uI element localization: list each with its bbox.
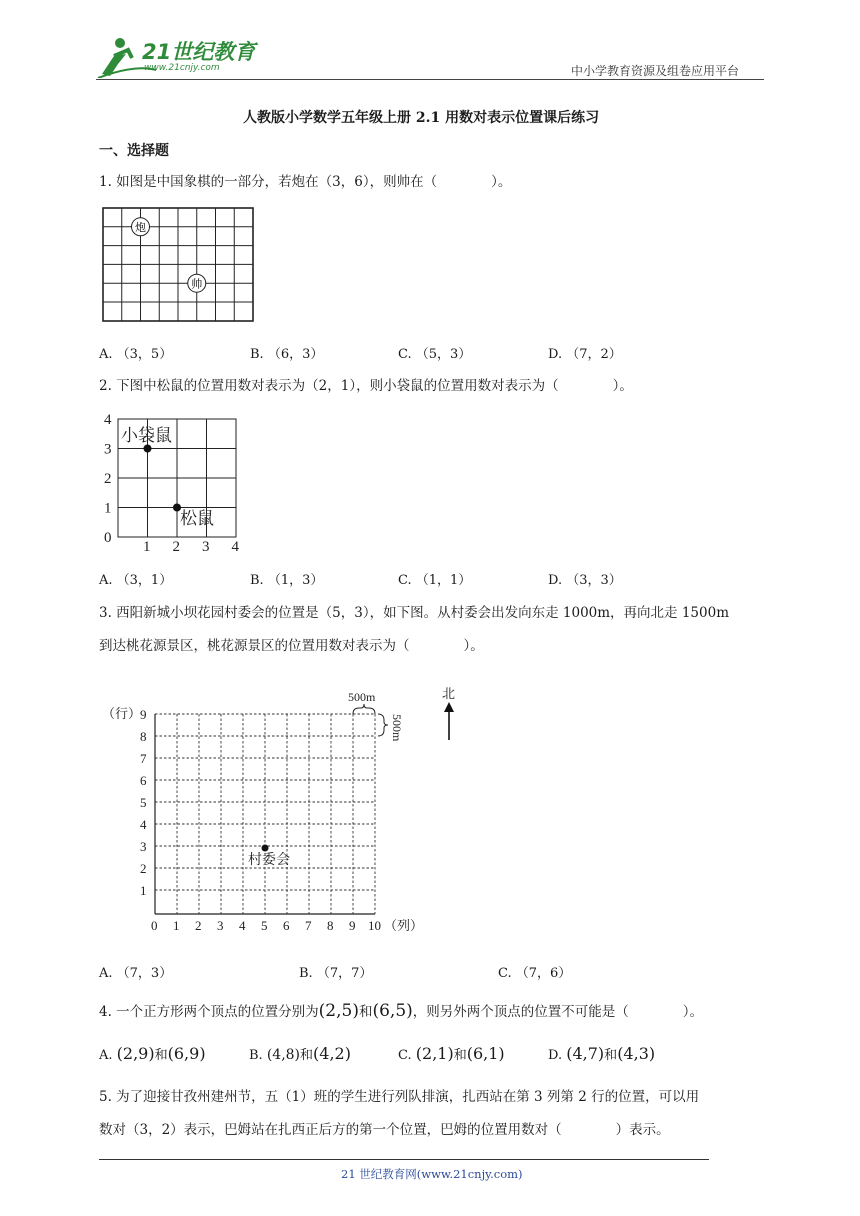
question-2-text: 2. 下图中松鼠的位置用数对表示为（2，1），则小袋鼠的位置用数对表示为（ ）。: [99, 378, 633, 394]
q2-option-d[interactable]: D. （3，3）: [548, 573, 622, 588]
q2-ytick-3: 3: [104, 441, 112, 458]
q4-option-a-p1: (2,9): [116, 1044, 155, 1063]
q3-xtick-7: 7: [305, 918, 312, 933]
q3-xtick-9: 9: [349, 918, 356, 933]
q2-option-c[interactable]: C. （1，1）: [398, 573, 472, 588]
q4-text-b: ，则另外两个顶点的位置不可能是（ ）。: [412, 1004, 704, 1020]
q4-option-b-letter: B.: [249, 1048, 263, 1063]
q4-option-a-p2: (6,9): [167, 1044, 206, 1063]
question-4-text: [99, 1001, 703, 1022]
scale-horizontal-brace: [353, 704, 375, 714]
question-1-text: 1. 如图是中国象棋的一部分，若炮在（3，6），则帅在（ ）。: [99, 174, 512, 190]
q2-option-b[interactable]: B. （1，3）: [250, 573, 324, 588]
q2-xtick-1: 1: [143, 539, 151, 554]
north-arrowhead: [444, 702, 454, 712]
q3-xtick-5: 5: [261, 918, 268, 933]
logo-url: www.21cnjy.com: [144, 63, 220, 73]
q4-option-b-and: 和: [300, 1048, 314, 1063]
header-rule: [96, 79, 764, 80]
q4-option-d-p2: (4,3): [617, 1044, 656, 1063]
north-label: 北: [442, 687, 456, 702]
q4-vertex-2: (6,5): [372, 1001, 413, 1021]
q3-ytick-2: 2: [140, 861, 147, 876]
q4-option-a[interactable]: [99, 1044, 206, 1063]
question-3-line-2: 到达桃花源景区，桃花源景区的位置用数对表示为（ ）。: [99, 638, 484, 654]
q2-coordinate-grid: [100, 408, 250, 554]
q4-option-c-p1: (2,1): [415, 1044, 454, 1063]
q4-option-a-and: 和: [154, 1048, 168, 1063]
q4-option-d-letter: D.: [548, 1048, 563, 1063]
q3-xtick-6: 6: [283, 918, 290, 933]
q4-option-d[interactable]: [548, 1044, 655, 1063]
q4-option-c[interactable]: [398, 1044, 505, 1063]
q3-option-c[interactable]: C. （7，6）: [498, 966, 572, 981]
q2-option-a[interactable]: A. （3，1）: [99, 573, 173, 588]
q4-option-d-p1: (4,7): [566, 1044, 605, 1063]
section-heading: 一、选择题: [99, 143, 169, 159]
village-committee-label: 村委会: [248, 852, 290, 868]
q3-ytick-6: 6: [140, 773, 147, 788]
kangaroo-label: 小袋鼠: [121, 426, 172, 446]
piece-label-shuai: 帅: [191, 277, 203, 291]
q2-ytick-0: 0: [104, 530, 112, 546]
footer-text: 21 世纪教育网(www.21cnjy.com): [341, 1167, 523, 1181]
q3-ytick-3: 3: [140, 839, 147, 854]
q3-xtick-8: 8: [327, 918, 334, 933]
q3-village-grid: [100, 682, 480, 940]
q4-option-b-p1: (4,8): [266, 1047, 301, 1063]
q3-ytick-7: 7: [140, 751, 147, 766]
q1-option-a[interactable]: A. （3，5）: [99, 347, 173, 362]
scale-vertical-label: 500m: [390, 714, 404, 742]
q2-ytick-4: 4: [104, 412, 112, 428]
q4-option-b[interactable]: [249, 1044, 351, 1063]
q3-xtick-10: 10: [368, 918, 381, 933]
squirrel-label: 松鼠: [180, 509, 214, 529]
q3-ytick-9: 9: [140, 707, 147, 722]
header-logo: [96, 34, 266, 78]
q3-ytick-4: 4: [140, 817, 147, 832]
piece-label-pao: 炮: [135, 221, 146, 234]
q2-xtick-2: 2: [172, 539, 180, 554]
header-platform-text: 中小学教育资源及组卷应用平台: [571, 64, 740, 78]
q3-xtick-3: 3: [217, 918, 224, 933]
q4-option-a-letter: A.: [99, 1048, 113, 1063]
q4-text-a: 4. 一个正方形两个顶点的位置分别为: [99, 1004, 319, 1020]
chess-board-figure: [102, 207, 256, 323]
q1-option-d[interactable]: D. （7，2）: [548, 347, 622, 362]
q4-and: 和: [358, 1004, 373, 1020]
question-3-line-1: 3. 西阳新城小坝花园村委会的位置是（5，3），如下图。从村委会出发向东走 1000m，再向北走 1500m: [99, 605, 729, 621]
q3-option-a[interactable]: A. （7，3）: [99, 966, 173, 981]
q3-ytick-1: 1: [140, 883, 147, 898]
footer-rule: [99, 1159, 709, 1160]
q2-xtick-3: 3: [202, 539, 210, 554]
q3-ytick-8: 8: [140, 729, 147, 744]
q3-ytick-5: 5: [140, 795, 147, 810]
q3-xtick-0: 0: [151, 918, 158, 933]
column-axis-label: （列）: [384, 918, 424, 933]
logo-text: 21世纪教育: [142, 40, 256, 64]
q2-ytick-2: 2: [104, 471, 112, 487]
scale-vertical-brace: [378, 714, 388, 736]
scale-horizontal-label: 500m: [348, 690, 376, 704]
q4-vertex-1: (2,5): [318, 1001, 359, 1021]
question-5-line-1: 5. 为了迎接甘孜州建州节，五（1）班的学生进行列队排演，扎西站在第 3 列第 2 行的位置，可以用: [99, 1089, 700, 1105]
page-title: 人教版小学数学五年级上册 2.1 用数对表示位置课后练习: [243, 110, 600, 126]
q1-option-b[interactable]: B. （6，3）: [250, 347, 324, 362]
q4-option-b-p2: (4,2): [313, 1044, 351, 1063]
q1-option-c[interactable]: C. （5，3）: [398, 347, 472, 362]
q3-xtick-2: 2: [195, 918, 202, 933]
q4-option-c-and: 和: [453, 1048, 467, 1063]
row-axis-label: （行）: [102, 706, 142, 721]
q4-option-c-p2: (6,1): [466, 1044, 505, 1063]
question-5-line-2: 数对（3，2）表示，巴姆站在扎西正后方的第一个位置，巴姆的位置用数对（ ）表示。: [99, 1122, 670, 1138]
q2-ytick-1: 1: [104, 500, 112, 517]
q3-xtick-4: 4: [239, 918, 246, 933]
village-committee-point: [262, 845, 269, 852]
q4-option-c-letter: C.: [398, 1048, 412, 1063]
q3-option-b[interactable]: B. （7，7）: [299, 966, 373, 981]
q3-xtick-1: 1: [173, 918, 180, 933]
q2-xtick-4: 4: [231, 539, 239, 554]
q4-option-d-and: 和: [604, 1048, 618, 1063]
